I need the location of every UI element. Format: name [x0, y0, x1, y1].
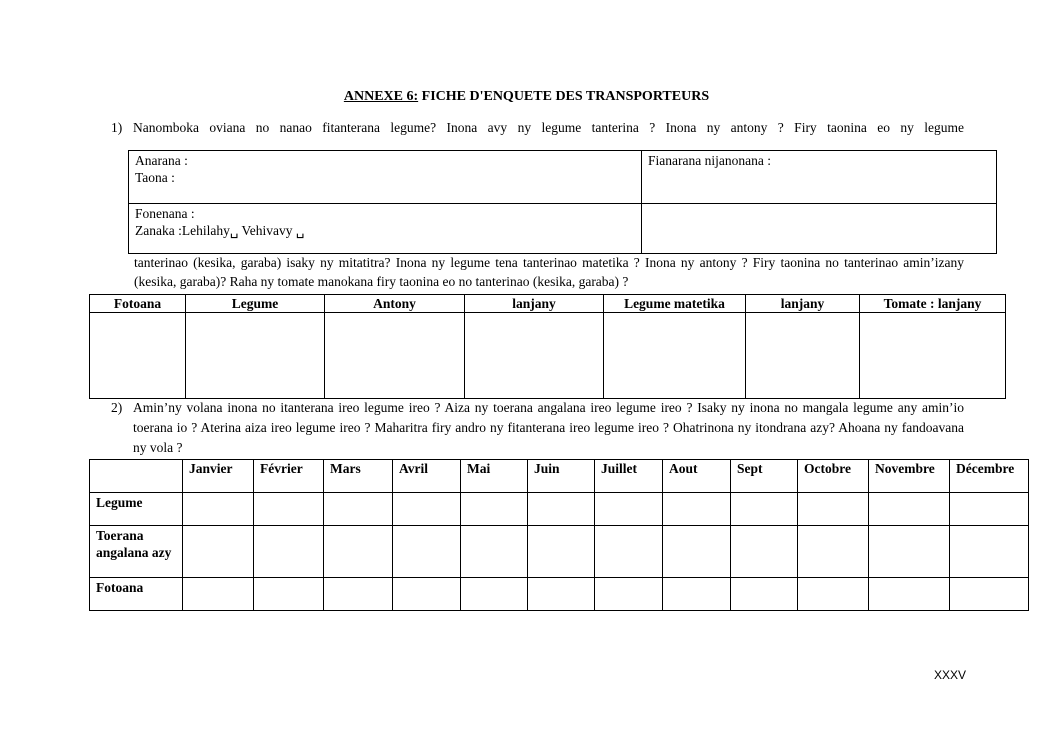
- table-row: [90, 578, 1029, 611]
- table-cell: [746, 313, 860, 399]
- month-novembre: Novembre: [869, 460, 950, 493]
- table-cell: [465, 313, 604, 399]
- row-header-fotoana: Fotoana: [90, 578, 183, 611]
- header-fotoana: Fotoana: [90, 295, 186, 313]
- header-lanjany: lanjany: [465, 295, 604, 313]
- taona-label: Taona :: [135, 170, 175, 185]
- row-header-legume: Legume: [90, 493, 183, 526]
- table-cell: [860, 313, 1006, 399]
- table-cell: [186, 313, 325, 399]
- header-antony: Antony: [325, 295, 465, 313]
- month-fevrier: Février: [254, 460, 324, 493]
- question-2-number: 2): [111, 400, 123, 415]
- annex-label: ANNEXE 6:: [343, 89, 419, 104]
- header-legume: Legume: [186, 295, 325, 313]
- table-cell: [604, 313, 746, 399]
- month-sept: Sept: [731, 460, 798, 493]
- month-mars: Mars: [324, 460, 393, 493]
- question-1-continuation: tanterinao (kesika, garaba) isaky ny mitatitra? Inona ny legume tena tanterinao matetika ? Inona ny antony ? Firy taonina no tanterinao amin’izany (kesika, garaba)? Raha ny tomate manokana firy taonina eo no tanterinao (kesika, garaba) ?: [134, 255, 964, 289]
- month-aout: Aout: [663, 460, 731, 493]
- info-cell-empty: [642, 204, 997, 254]
- page-number: XXXV: [934, 668, 967, 682]
- table-row: [90, 526, 1029, 578]
- month-juin: Juin: [528, 460, 595, 493]
- anarana-label: Anarana :: [135, 153, 188, 168]
- header-tomate-lanjany: Tomate : lanjany: [860, 295, 1006, 313]
- table-cell: [325, 313, 465, 399]
- header-lanjany-2: lanjany: [746, 295, 860, 313]
- info-cell-name-age: [129, 151, 642, 204]
- question-1-text: Nanomboka oviana no nanao fitanterana legume? Inona avy ny legume tanterina ? Inona ny antony ? Firy taonina eo ny legume: [133, 120, 964, 135]
- fianarana-label: Fianarana nijanonana :: [648, 153, 771, 168]
- header-legume-matetika: Legume matetika: [604, 295, 746, 313]
- info-cell-education: [642, 151, 997, 204]
- zanaka-label: Zanaka :Lehilahy␣ Vehivavy ␣: [135, 223, 305, 238]
- page-title: [0, 89, 1053, 105]
- month-juillet: Juillet: [595, 460, 663, 493]
- question-1: [112, 118, 964, 138]
- month-janvier: Janvier: [183, 460, 254, 493]
- monthly-table: [89, 459, 1029, 611]
- question-2: [112, 398, 964, 458]
- question-2-text: Amin’ny volana inona no itanterana ireo legume ireo ? Aiza ny toerana angalana ireo legume ireo ? Isaky ny inona no mangala legume any amin’io toerana io ? Aterina aiza ireo legume ireo ? Maharitra firy andro ny fitanterana ireo legume ireo ? Ohatrinona ny itondrana azy? Ahoana ny fandoavana ny vola ?: [133, 400, 964, 455]
- fonenana-label: Fonenana :: [135, 206, 195, 221]
- table-row: [90, 493, 1029, 526]
- row-header-toerana: Toerana angalana azy: [90, 526, 183, 578]
- question-1-number: 1): [111, 120, 123, 135]
- month-octobre: Octobre: [798, 460, 869, 493]
- monthly-corner-cell: [90, 460, 183, 493]
- respondent-info-table: [128, 150, 997, 254]
- month-mai: Mai: [461, 460, 528, 493]
- month-decembre: Décembre: [950, 460, 1029, 493]
- annex-title: FICHE D'ENQUETE DES TRANSPORTEURS: [418, 89, 710, 104]
- info-cell-residence: [129, 204, 642, 254]
- table-cell: [90, 313, 186, 399]
- transport-table: [89, 294, 1006, 399]
- month-avril: Avril: [393, 460, 461, 493]
